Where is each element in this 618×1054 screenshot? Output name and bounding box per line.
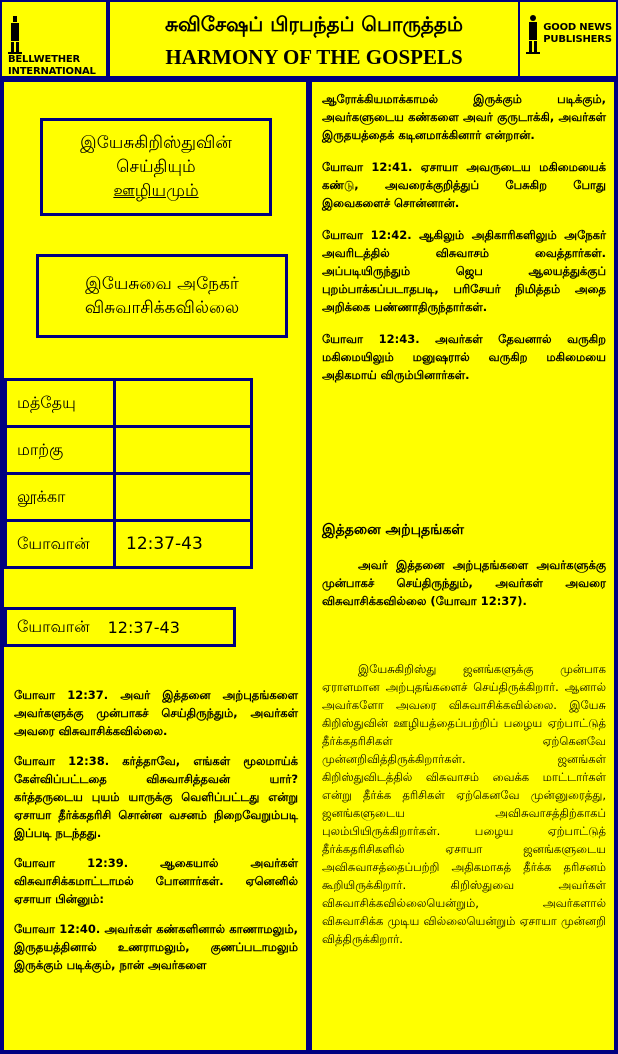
verse: யோவா 12:40. அவர்கள் கண்களினால் காணாமலும், இருதயத்தினால் உணராமலும், குணப்படாமலும் இருக்கும் படிக்கும், நான் அவர்களை [14, 922, 298, 972]
table-row [6, 521, 252, 568]
left-column [4, 82, 306, 1050]
left-logo-line1: BELLWETHER [8, 54, 81, 65]
gospel-reference-table [4, 378, 253, 569]
ref-cell [115, 427, 252, 474]
right-logo-line1: GOOD NEWS [543, 22, 612, 33]
title-english: HARMONY OF THE GOSPELS [165, 45, 463, 69]
section-heading: இத்தனை அற்புதங்கள் [322, 522, 465, 538]
table-row [6, 474, 252, 521]
book-cell: யோவான் [6, 521, 115, 568]
publisher-logo-left [2, 2, 106, 76]
subtopic-line1: இயேசுவை அநேகர் [85, 274, 239, 294]
book-cell: மத்தேயு [6, 380, 115, 427]
ref-cell [115, 474, 252, 521]
topic-line2: செய்தியும் [116, 157, 196, 177]
verse: யோவா 12:41. ஏசாயா அவருடைய மகிமையைக் கண்டு, அவரைக்குறித்துப் பேசுகிற போது இவைகளைச் சொன்னான். [322, 160, 606, 210]
table-row [6, 427, 252, 474]
book-cell: மாற்கு [6, 427, 115, 474]
right-column [312, 82, 614, 1050]
verse: யோவா 12:42. ஆகிலும் அதிகாரிகளிலும் அநேகர் அவரிடத்தில் விசுவாசம் வைத்தார்கள். அப்படியிருந்தும் ஜெப ஆலயத்துக்குப் புறம்பாக்கப்படாதபடி, பரிசேயர் நிமித்தம் அதை அறிக்கை பண்ணாதிருந்தார்கள். [322, 228, 606, 314]
topic-line1: இயேசுகிறிஸ்துவின் [80, 133, 232, 153]
left-logo-line2: INTERNATIONAL [8, 66, 96, 77]
right-logo-line2: PUBLISHERS [543, 34, 612, 45]
verse: யோவா 12:43. அவர்கள் தேவனால் வருகிற மகிமையிலும் மனுஷரால் வருகிற மகிமையை அதிகமாய் விரும்பினார்கள். [322, 332, 606, 382]
subtopic-line2: விசுவாசிக்கவில்லை [84, 298, 240, 318]
title-tamil: சுவிசேஷப் பிரபந்தப் பொருத்தம் [164, 12, 464, 36]
topic-box [40, 118, 272, 216]
book-cell: லூக்கா [6, 474, 115, 521]
passage-book: யோவான் [17, 616, 90, 636]
figure-icon [526, 14, 540, 54]
passage-reference [4, 607, 236, 647]
ref-cell: 12:37-43 [115, 521, 252, 568]
verse: யோவா 12:38. கர்த்தாவே, எங்கள் மூலமாய்க் கேள்விப்பட்டதை விசுவாசித்தவன் யார்? கர்த்தருடைய புயம் யாருக்கு வெளிப்பட்டது என்று ஏசாயா தீர்க்கதரிசி சொன்ன வசனம் நிறைவேறும்படி இப்படி நடந்தது. [14, 754, 298, 840]
verse: ஆரோக்கியமாக்காமல் இருக்கும் படிக்கும், அவர்களுடைய கண்களை அவர் குருடாக்கி, அவர்கள் இருதயத்தைக் கடினமாக்கினார் என்றான். [322, 92, 606, 142]
verse: யோவா 12:39. ஆகையால் அவர்கள் விசுவாசிக்கமாட்டாமல் போனார்கள். ஏனெனில் ஏசாயா பின்னும்: [14, 856, 298, 906]
bellwether-icon [8, 14, 22, 54]
verses-right [322, 90, 606, 398]
verses-left [14, 686, 298, 986]
page-header [110, 2, 518, 76]
publisher-logo-right [520, 2, 616, 76]
topic-line3: ஊழியமும் [113, 181, 199, 201]
passage-ref: 12:37-43 [107, 617, 180, 637]
ref-cell [115, 380, 252, 427]
subtopic-box [36, 254, 288, 338]
verse: யோவா 12:37. அவர் இத்தனை அற்புதங்களை அவர்களுக்கு முன்பாகச் செய்திருந்தும், அவர்கள் அவரை விசுவாசிக்கவில்லை. [14, 688, 298, 738]
commentary-text: இயேசுகிறிஸ்து ஜனங்களுக்கு முன்பாக ஏராளமான அற்புதங்களைச் செய்திருக்கிறார். ஆனால் அவர்களோ அவரை விசுவாசிக்கவில்லை. இயேசு கிறிஸ்துவின் ஊழியத்தைப்பற்றிப் பழைய ஏற்பாட்டுத் தீர்க்கதரிசிகள் ஏற்கெனவே முன்னறிவித்திருக்கிறார்கள். ஜனங்கள் கிறிஸ்துவிடத்தில் விசுவாசம் வைக்க மாட்டார்கள் என்று தீர்க்க தரிசிகள் ஏற்கெனவே முன்னுரைத்து, ஜனங்களுடைய அவிசுவாசத்திற்காகப் புலம்பியிருக்கிறார்கள். பழைய ஏற்பாட்டுத் தீர்க்கதரிசிகளில் ஏசாயா ஜனங்களுடைய அவிசுவாசத்தைப்பற்றி அதிகமாகத் தீர்க்க தரிசனம் கூறியிருக்கிறார். கிறிஸ்துவை அவர்கள் விசுவாசிக்கவில்லையென்றும், அவர்களால் விசுவாசிக்க முடிய வில்லையென்றும் ஏசாயா முன்னறி வித்திருக்கிறார். [322, 662, 606, 946]
key-verse-quote: அவர் இத்தனை அற்புதங்களை அவர்களுக்கு முன்பாகச் செய்திருந்தும், அவர்கள் அவரை விசுவாசிக்கவில்லை (யோவா 12:37). [322, 558, 606, 608]
table-row [6, 380, 252, 427]
